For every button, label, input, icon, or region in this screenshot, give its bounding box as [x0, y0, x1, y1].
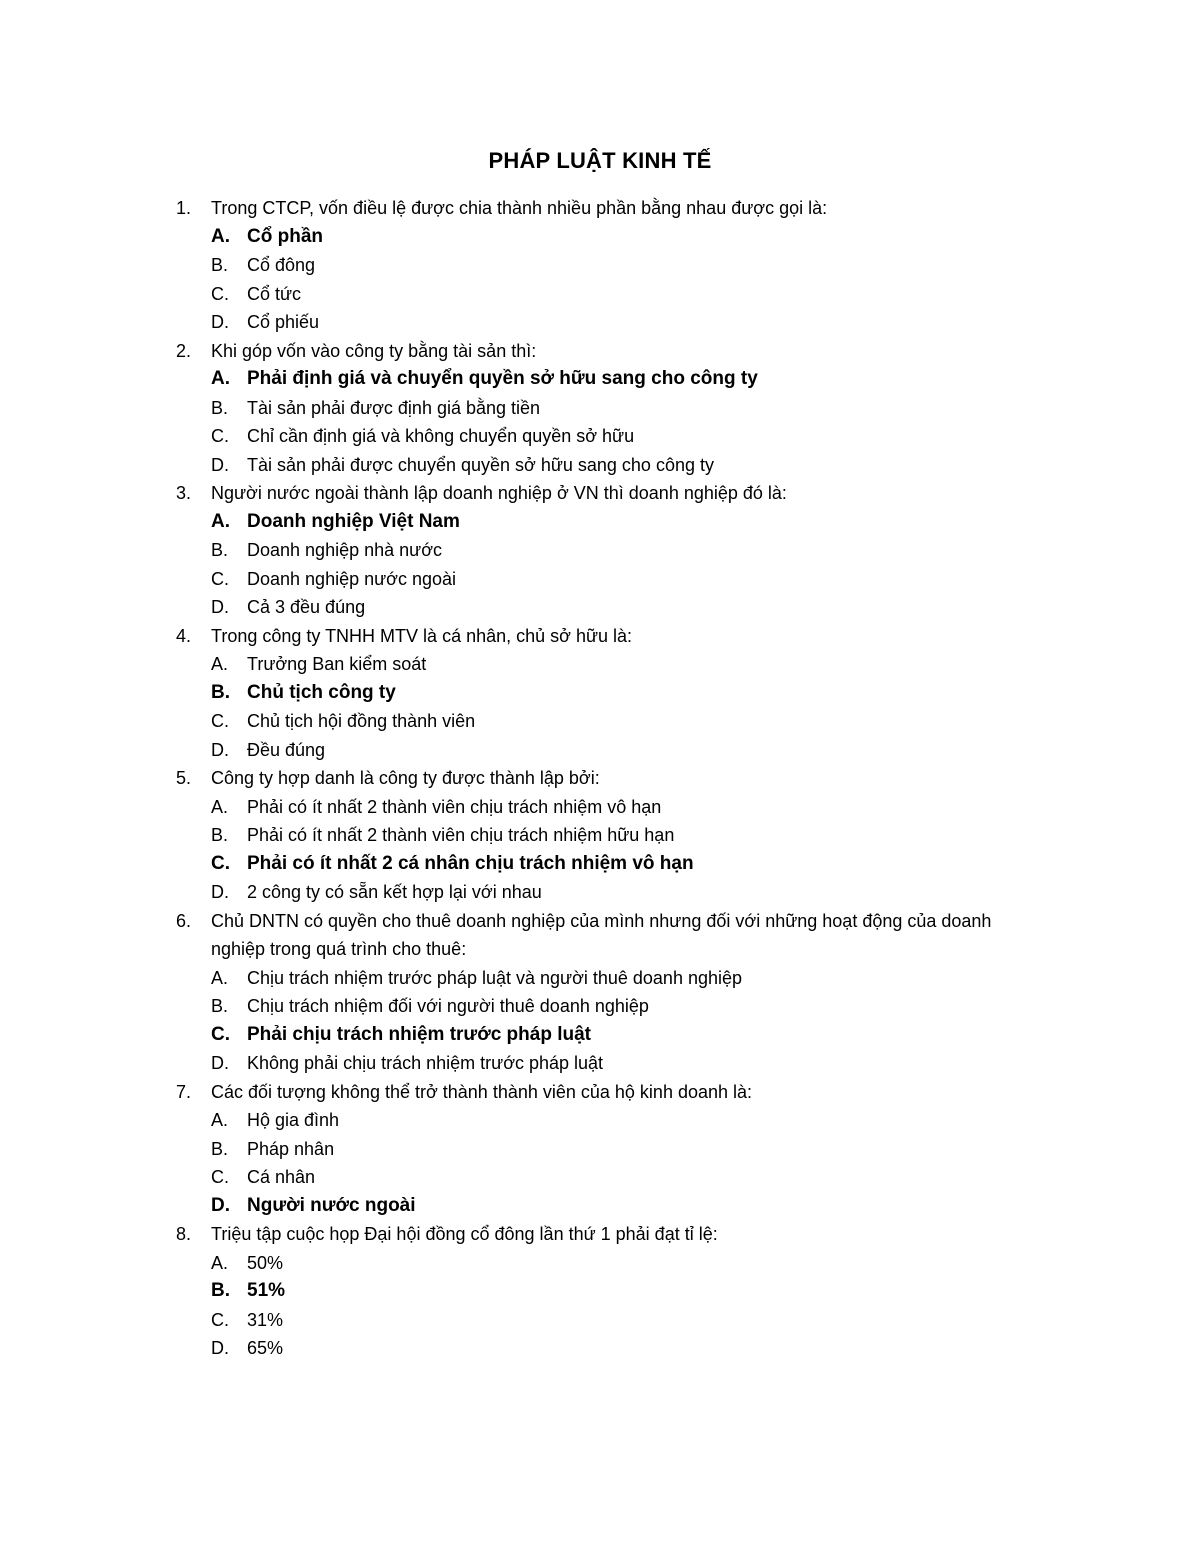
option-text: Phải chịu trách nhiệm trước pháp luật	[247, 1023, 591, 1045]
option-text: Cổ phiếu	[247, 312, 320, 332]
question-stem	[0, 337, 1011, 366]
option-text: 65%	[247, 1338, 284, 1358]
option-text: 31%	[247, 1309, 284, 1330]
question-number: 8.	[176, 1224, 192, 1244]
answer-option-correct	[0, 1277, 1200, 1306]
option-text: Pháp nhân	[247, 1138, 335, 1159]
question-stem	[0, 194, 1011, 223]
question-stem	[0, 907, 1011, 964]
question-number: 3.	[176, 483, 192, 503]
option-text: Chịu trách nhiệm đối với người thuê doanh nghiệp	[247, 996, 649, 1016]
question-text: Người nước ngoài thành lập doanh nghiệp ở VN thì doanh nghiệp đó là:	[211, 483, 787, 503]
question-text: Công ty hợp danh là công ty được thành lập bởi:	[211, 768, 600, 788]
question-text: Triệu tập cuộc họp Đại hội đồng cổ đông lần thứ 1 phải đạt tỉ lệ:	[211, 1224, 718, 1244]
answer-option	[0, 394, 1200, 423]
answer-option	[0, 650, 1200, 679]
option-text: Không phải chịu trách nhiệm trước pháp luật	[247, 1053, 604, 1073]
option-text: Doanh nghiệp Việt Nam	[247, 510, 460, 532]
option-letter: B.	[211, 397, 229, 418]
option-text: Chủ tịch công ty	[247, 681, 396, 703]
option-letter: C.	[211, 283, 229, 304]
answer-option	[0, 280, 1200, 309]
option-text: Cả 3 đều đúng	[247, 597, 366, 617]
option-letter: D.	[211, 1338, 229, 1358]
question-text: Trong công ty TNHH MTV là cá nhân, chủ sở hữu là:	[211, 625, 633, 646]
answer-option	[0, 451, 1200, 480]
question-item	[0, 907, 1200, 1078]
answer-option-correct	[0, 679, 1200, 708]
answer-option	[0, 1049, 1200, 1078]
option-text: 2 công ty có sẵn kết hợp lại với nhau	[247, 882, 542, 902]
question-item	[0, 1078, 1200, 1221]
option-letter: A.	[211, 368, 230, 389]
answer-option	[0, 878, 1200, 907]
question-number: 1.	[176, 198, 192, 218]
option-text: Phải có ít nhất 2 thành viên chịu trách nhiệm hữu hạn	[247, 825, 675, 845]
option-text: Đều đúng	[247, 739, 326, 760]
question-number: 2.	[176, 340, 192, 361]
question-stem	[0, 479, 1011, 508]
answer-option-correct	[0, 223, 1200, 252]
option-text: 50%	[247, 1252, 284, 1273]
option-letter: D.	[211, 597, 229, 617]
option-text: Cổ phần	[247, 225, 323, 247]
option-letter: A.	[211, 225, 230, 247]
question-item	[0, 337, 1200, 480]
answer-option	[0, 707, 1200, 736]
option-letter: D.	[211, 1053, 229, 1073]
option-text: Phải định giá và chuyển quyền sở hữu sang cho công ty	[247, 368, 758, 389]
option-letter: C.	[211, 852, 230, 874]
option-letter: C.	[211, 711, 229, 731]
answer-option-correct	[0, 1192, 1200, 1221]
question-stem	[0, 1078, 1011, 1107]
option-letter: B.	[211, 1280, 230, 1301]
answer-option	[0, 964, 1200, 993]
question-stem	[0, 622, 1011, 651]
answer-option	[0, 308, 1200, 337]
option-text: Phải có ít nhất 2 thành viên chịu trách nhiệm vô hạn	[247, 796, 662, 817]
answer-option-correct	[0, 508, 1200, 537]
option-text: Hộ gia đình	[247, 1110, 340, 1130]
option-text: Cổ đông	[247, 255, 316, 275]
option-text: Tài sản phải được chuyển quyền sở hữu sang cho công ty	[247, 454, 714, 475]
option-letter: A.	[211, 967, 229, 988]
option-letter: D.	[211, 312, 229, 332]
option-text: 51%	[247, 1280, 286, 1301]
option-letter: B.	[211, 825, 229, 845]
option-letter: A.	[211, 796, 229, 817]
answer-option	[0, 422, 1200, 451]
answer-option	[0, 1306, 1200, 1335]
option-text: Chịu trách nhiệm trước pháp luật và người thuê doanh nghiệp	[247, 967, 743, 988]
option-letter: B.	[211, 255, 229, 275]
answer-option-correct	[0, 1021, 1200, 1050]
option-letter: D.	[211, 739, 229, 760]
option-letter: B.	[211, 681, 230, 703]
answer-option	[0, 1135, 1200, 1164]
answer-option	[0, 821, 1200, 850]
option-letter: D.	[211, 1194, 230, 1216]
option-letter: C.	[211, 426, 229, 446]
option-letter: A.	[211, 1110, 229, 1130]
option-letter: C.	[211, 1023, 230, 1045]
question-item	[0, 622, 1200, 765]
option-text: Người nước ngoài	[247, 1194, 416, 1216]
question-number: 7.	[176, 1081, 192, 1102]
option-letter: C.	[211, 568, 229, 589]
option-text: Cổ tức	[247, 283, 302, 304]
option-text: Chỉ cần định giá và không chuyển quyền sở hữu	[247, 426, 635, 446]
answer-option-correct	[0, 850, 1200, 879]
question-item	[0, 764, 1200, 907]
option-letter: A.	[211, 510, 230, 532]
answer-option	[0, 992, 1200, 1021]
option-letter: A.	[211, 654, 229, 674]
page-title: PHÁP LUẬT KINH TẾ	[488, 148, 712, 173]
option-letter: C.	[211, 1167, 229, 1187]
option-text: Trưởng Ban kiểm soát	[247, 654, 427, 674]
option-text: Phải có ít nhất 2 cá nhân chịu trách nhiệm vô hạn	[247, 852, 694, 874]
question-number: 4.	[176, 625, 192, 646]
question-text: Chủ DNTN có quyền cho thuê doanh nghiệp của mình nhưng đối với những hoạt động của doanh nghiệp trong quá trình cho thuê:	[211, 910, 992, 959]
question-item	[0, 194, 1200, 337]
question-stem	[0, 764, 1011, 793]
question-item	[0, 1220, 1200, 1363]
option-text: Doanh nghiệp nhà nước	[247, 540, 442, 560]
option-letter: B.	[211, 1138, 229, 1159]
answer-option	[0, 1163, 1200, 1192]
option-text: Tài sản phải được định giá bằng tiền	[247, 397, 541, 418]
option-letter: B.	[211, 540, 229, 560]
question-number: 6.	[176, 910, 192, 931]
option-text: Doanh nghiệp nước ngoài	[247, 568, 457, 589]
question-list	[0, 194, 1200, 1363]
option-letter: D.	[211, 454, 229, 475]
option-text: Cá nhân	[247, 1167, 316, 1187]
question-text: Trong CTCP, vốn điều lệ được chia thành nhiều phần bằng nhau được gọi là:	[211, 198, 828, 218]
answer-option	[0, 736, 1200, 765]
option-text: Chủ tịch hội đồng thành viên	[247, 711, 476, 731]
answer-option	[0, 593, 1200, 622]
answer-option-correct	[0, 365, 1200, 394]
question-text: Khi góp vốn vào công ty bằng tài sản thì:	[211, 340, 537, 361]
option-letter: D.	[211, 882, 229, 902]
question-number: 5.	[176, 768, 192, 788]
answer-option	[0, 251, 1200, 280]
answer-option	[0, 565, 1200, 594]
answer-option	[0, 536, 1200, 565]
question-item	[0, 479, 1200, 622]
answer-option	[0, 793, 1200, 822]
option-letter: B.	[211, 996, 229, 1016]
answer-option	[0, 1106, 1200, 1135]
question-stem	[0, 1220, 1011, 1249]
question-text: Các đối tượng không thể trở thành thành viên của hộ kinh doanh là:	[211, 1081, 753, 1102]
option-letter: A.	[211, 1252, 229, 1273]
option-letter: C.	[211, 1309, 229, 1330]
answer-option	[0, 1249, 1200, 1278]
answer-option	[0, 1334, 1200, 1363]
